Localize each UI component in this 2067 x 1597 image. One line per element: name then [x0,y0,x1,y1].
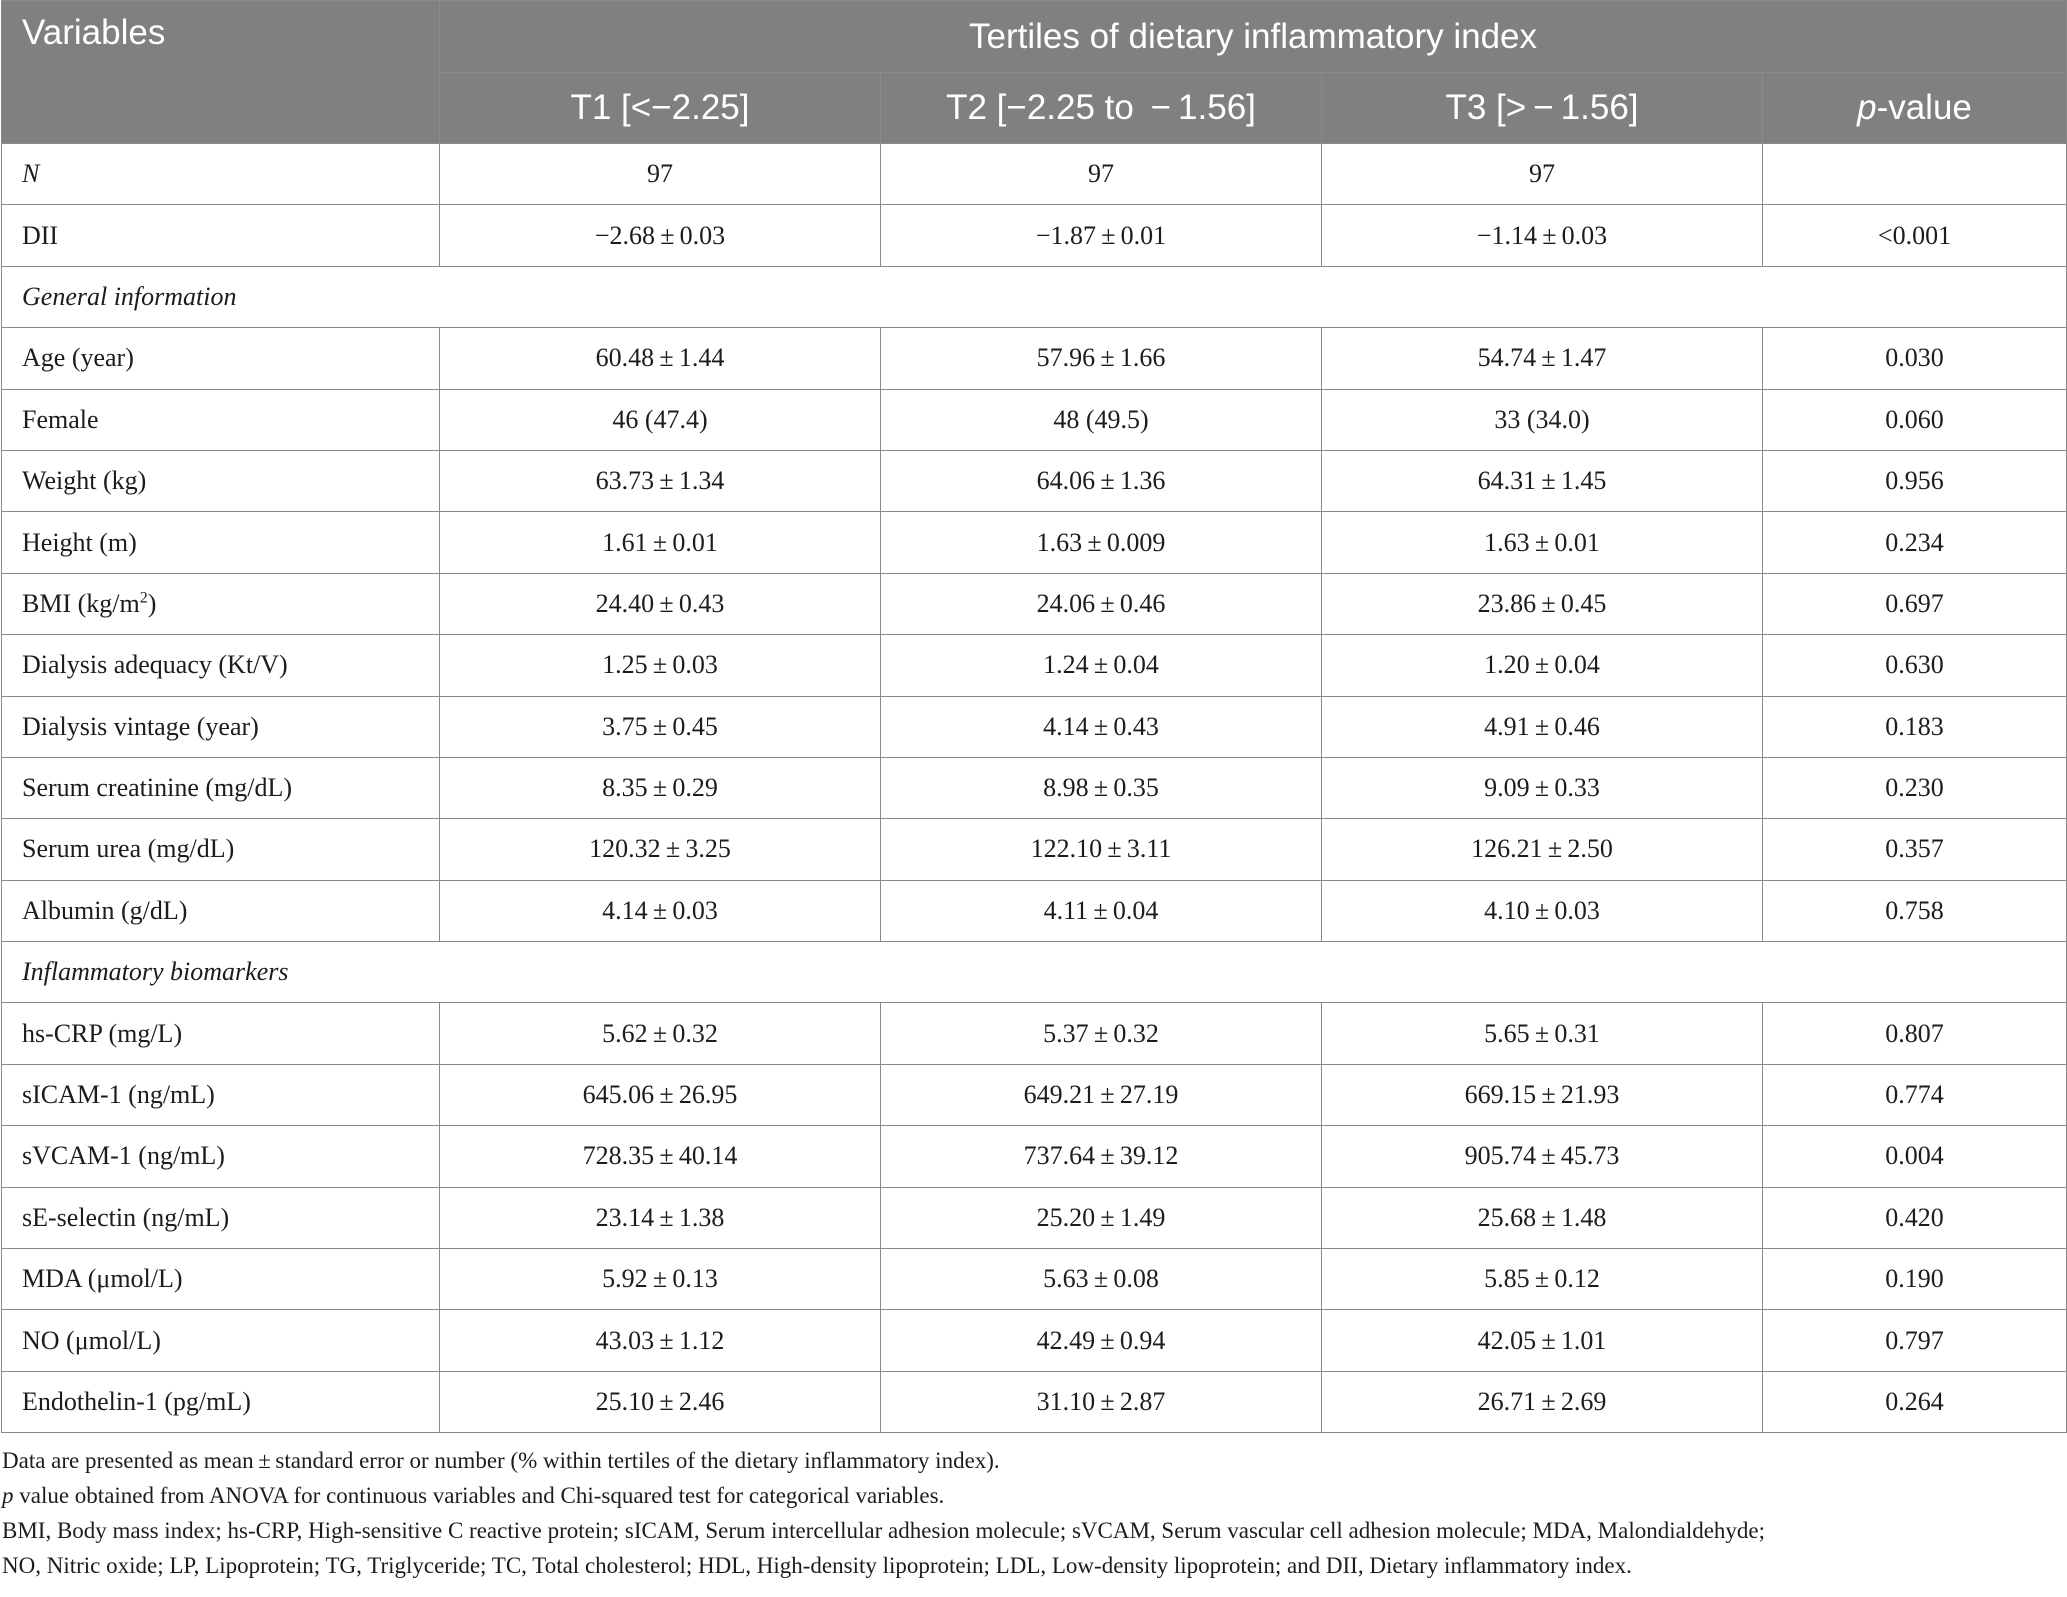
dii-tertiles-table [1,0,2067,1433]
t3-value: 26.71 ± 2.69 [1322,1371,1763,1432]
table-row [2,144,2067,205]
p-value: 0.004 [1763,1126,2067,1187]
t2-value: 4.14 ± 0.43 [881,696,1322,757]
p-value: 0.774 [1763,1064,2067,1125]
p-value: 0.190 [1763,1249,2067,1310]
table-row [2,635,2067,696]
variables-header: Variables [2,1,440,144]
t3-value: 23.86 ± 0.45 [1322,573,1763,634]
footnote-p-letter: p [2,1483,14,1509]
table-row [2,328,2067,389]
footnote-p-text: value obtained from ANOVA for continuous variables and Chi-squared test for categorical variables. [13,1483,945,1509]
t3-value: 25.68 ± 1.48 [1322,1187,1763,1248]
t3-value: 1.20 ± 0.04 [1322,635,1763,696]
t1-value: 63.73 ± 1.34 [440,450,881,511]
row-label: N [2,144,440,205]
t2-value: 8.98 ± 0.35 [881,757,1322,818]
t1-value: 1.61 ± 0.01 [440,512,881,573]
p-value: 0.420 [1763,1187,2067,1248]
t3-value: 9.09 ± 0.33 [1322,757,1763,818]
table-row [2,1249,2067,1310]
table-row [2,1371,2067,1432]
p-value: 0.807 [1763,1003,2067,1064]
row-label: sICAM-1 (ng/mL) [2,1064,440,1125]
t1-value: 1.25 ± 0.03 [440,635,881,696]
table-row [2,1187,2067,1248]
t2-value: 1.63 ± 0.009 [881,512,1322,573]
t3-value: 905.74 ± 45.73 [1322,1126,1763,1187]
table-row [2,205,2067,266]
t1-value: 24.40 ± 0.43 [440,573,881,634]
p-value: 0.264 [1763,1371,2067,1432]
footnote-abbreviations-1: BMI, Body mass index; hs-CRP, High-sensitive C reactive protein; sICAM, Serum intercellular adhesion molecule; sVCAM, Serum vascular cell adhesion molecule; MDA, Malondialdehyde; [2,1518,1766,1544]
p-letter: p [1857,88,1877,127]
t1-value: 8.35 ± 0.29 [440,757,881,818]
table-row [2,1126,2067,1187]
p-value: 0.956 [1763,450,2067,511]
row-label: Serum urea (mg/dL) [2,819,440,880]
row-label: Endothelin-1 (pg/mL) [2,1371,440,1432]
t1-value: 645.06 ± 26.95 [440,1064,881,1125]
row-label: Height (m) [2,512,440,573]
table-body [2,144,2067,1433]
t2-value: 57.96 ± 1.66 [881,328,1322,389]
p-value-header [1763,73,2067,144]
t1-value: 5.92 ± 0.13 [440,1249,881,1310]
t2-header: T2 [−2.25 to − 1.56] [881,73,1322,144]
row-label: Dialysis vintage (year) [2,696,440,757]
row-label-superscript: 2 [139,589,148,607]
t2-value: 25.20 ± 1.49 [881,1187,1322,1248]
section-title: General information [2,266,2067,327]
row-label: Age (year) [2,328,440,389]
t3-header: T3 [> − 1.56] [1322,73,1763,144]
row-label: MDA (μmol/L) [2,1249,440,1310]
row-label: Albumin (g/dL) [2,880,440,941]
row-label-text: BMI (kg/m [22,588,140,618]
table-row [2,1310,2067,1371]
footnote-data-format: Data are presented as mean ± standard error or number (% within tertiles of the dietary inflammatory index). [2,1448,1000,1474]
footnote-p-value [2,1478,2067,1513]
t3-value: 5.85 ± 0.12 [1322,1249,1763,1310]
table-row [2,450,2067,511]
t1-value: 5.62 ± 0.32 [440,1003,881,1064]
row-label: hs-CRP (mg/L) [2,1003,440,1064]
tertiles-group-header: Tertiles of dietary inflammatory index [440,1,2067,73]
t3-value: 5.65 ± 0.31 [1322,1003,1763,1064]
row-label: Weight (kg) [2,450,440,511]
t2-value: 4.11 ± 0.04 [881,880,1322,941]
t2-value: 48 (49.5) [881,389,1322,450]
row-label: sVCAM-1 (ng/mL) [2,1126,440,1187]
table-row [2,880,2067,941]
p-suffix: -value [1876,88,1972,127]
row-label: Female [2,389,440,450]
t3-value: 4.10 ± 0.03 [1322,880,1763,941]
t1-value: 60.48 ± 1.44 [440,328,881,389]
p-value: 0.183 [1763,696,2067,757]
t1-value: 4.14 ± 0.03 [440,880,881,941]
footnote-abbreviations-2: NO, Nitric oxide; LP, Lipoprotein; TG, Triglyceride; TC, Total cholesterol; HDL, High-density lipoprotein; LDL, Low-density lipoprotein; and DII, Dietary inflammatory index. [2,1553,1632,1579]
row-label: sE-selectin (ng/mL) [2,1187,440,1248]
row-label: NO (μmol/L) [2,1310,440,1371]
p-value: 0.060 [1763,389,2067,450]
t2-value: 97 [881,144,1322,205]
t1-value: 43.03 ± 1.12 [440,1310,881,1371]
t3-value: 54.74 ± 1.47 [1322,328,1763,389]
p-value: 0.797 [1763,1310,2067,1371]
t3-value: 1.63 ± 0.01 [1322,512,1763,573]
row-label-tail: ) [147,588,157,618]
table-row [2,757,2067,818]
row-label: Serum creatinine (mg/dL) [2,757,440,818]
t3-value: 97 [1322,144,1763,205]
t1-value: 728.35 ± 40.14 [440,1126,881,1187]
t1-header: T1 [<−2.25] [440,73,881,144]
row-label: DII [2,205,440,266]
t1-value: 46 (47.4) [440,389,881,450]
t2-value: 64.06 ± 1.36 [881,450,1322,511]
t1-value: −2.68 ± 0.03 [440,205,881,266]
t3-value: 669.15 ± 21.93 [1322,1064,1763,1125]
t3-value: 4.91 ± 0.46 [1322,696,1763,757]
p-value: 0.030 [1763,328,2067,389]
t2-value: 737.64 ± 39.12 [881,1126,1322,1187]
table-row [2,696,2067,757]
t2-value: 24.06 ± 0.46 [881,573,1322,634]
table-row [2,819,2067,880]
section-row [2,266,2067,327]
section-title: Inflammatory biomarkers [2,942,2067,1003]
table-row [2,1064,2067,1125]
p-value: 0.630 [1763,635,2067,696]
t2-value: 5.37 ± 0.32 [881,1003,1322,1064]
p-value: 0.234 [1763,512,2067,573]
table-row [2,389,2067,450]
t3-value: 42.05 ± 1.01 [1322,1310,1763,1371]
row-label [2,573,440,634]
p-value: <0.001 [1763,205,2067,266]
t1-value: 120.32 ± 3.25 [440,819,881,880]
table-row [2,1003,2067,1064]
p-value: 0.357 [1763,819,2067,880]
p-value: 0.758 [1763,880,2067,941]
t3-value: 126.21 ± 2.50 [1322,819,1763,880]
t2-value: 5.63 ± 0.08 [881,1249,1322,1310]
t2-value: 649.21 ± 27.19 [881,1064,1322,1125]
p-value: 0.697 [1763,573,2067,634]
t2-value: 42.49 ± 0.94 [881,1310,1322,1371]
table-row [2,573,2067,634]
table-header [2,1,2067,144]
section-row [2,942,2067,1003]
t1-value: 25.10 ± 2.46 [440,1371,881,1432]
t3-value: −1.14 ± 0.03 [1322,205,1763,266]
t2-value: −1.87 ± 0.01 [881,205,1322,266]
t1-value: 97 [440,144,881,205]
table-row [2,512,2067,573]
p-value [1763,144,2067,205]
row-label: Dialysis adequacy (Kt/V) [2,635,440,696]
t3-value: 33 (34.0) [1322,389,1763,450]
t2-value: 122.10 ± 3.11 [881,819,1322,880]
p-value: 0.230 [1763,757,2067,818]
t2-value: 1.24 ± 0.04 [881,635,1322,696]
t3-value: 64.31 ± 1.45 [1322,450,1763,511]
t1-value: 23.14 ± 1.38 [440,1187,881,1248]
t2-value: 31.10 ± 2.87 [881,1371,1322,1432]
table-footnotes [0,1433,2067,1583]
t1-value: 3.75 ± 0.45 [440,696,881,757]
